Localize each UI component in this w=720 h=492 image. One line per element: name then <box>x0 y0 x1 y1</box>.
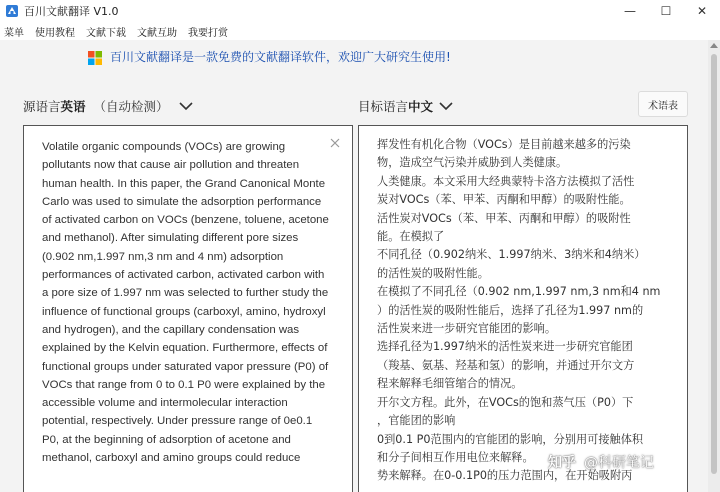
source-language-selector[interactable] <box>23 97 193 115</box>
app-logo-icon <box>5 4 19 18</box>
target-text[interactable] <box>377 136 683 486</box>
target-text-line: 物，造成空气污染并威胁到人类健康。 <box>377 156 568 170</box>
target-text-line: 的活性炭的吸附性能。 <box>377 266 489 280</box>
banner-text: 百川文献翻译是一款免费的文献翻译软件，欢迎广大研究生使用! <box>110 50 451 64</box>
target-text-line: 挥发性有机化合物（VOCs）是目前越来越多的污染 <box>377 138 631 151</box>
target-text-line: 活性炭来进一步研究官能团的影响。 <box>377 322 557 336</box>
target-text-line: 不同孔径（0.902纳米、1.997纳米、3纳米和4纳米） <box>377 248 646 262</box>
window-controls <box>612 0 720 22</box>
minimize-button[interactable]: — <box>624 4 636 18</box>
watermark-logo: 知乎 <box>548 455 576 471</box>
source-language-prefix: 源语言 <box>23 99 61 114</box>
watermark-text: @科研笔记 <box>584 455 654 471</box>
close-icon[interactable] <box>328 136 342 150</box>
menu-bar <box>0 22 720 40</box>
target-text-line: 选择孔径为1.997纳米的活性炭来进一步研究官能团 <box>377 340 633 354</box>
target-text-line: ）的活性炭的吸附性能后，选择了孔径为1.997 nm的 <box>377 303 644 317</box>
source-text-panel[interactable] <box>23 125 353 492</box>
target-text-line: 人类健康。本文采用大经典蒙特卡洛方法模拟了活性 <box>377 174 635 188</box>
scroll-up-arrow-icon[interactable] <box>708 42 720 52</box>
target-text-line: 和分子间相互作用电位来解释。 <box>377 450 534 464</box>
source-language-name: 英语 <box>60 99 86 114</box>
target-text-line: 炭对VOCs（苯、甲苯、丙酮和甲醇）的吸附性能。 <box>377 193 631 207</box>
chevron-down-icon[interactable] <box>179 102 193 111</box>
menu-item-mutual-aid[interactable]: 文献互助 <box>137 27 177 39</box>
target-text-line: 能。在模拟了 <box>377 230 445 244</box>
chevron-down-icon[interactable] <box>439 102 453 111</box>
windows-logo-icon <box>88 50 102 64</box>
target-text-line: 活性炭对VOCs（苯、甲苯、丙酮和甲醇）的吸附性 <box>377 211 631 225</box>
maximize-button[interactable]: ☐ <box>660 4 672 18</box>
source-language-detect: （自动检测） <box>93 99 169 114</box>
scrollbar[interactable] <box>708 40 720 492</box>
menu-item-donate[interactable]: 我要打赏 <box>188 27 228 39</box>
source-text[interactable]: Volatile organic compounds (VOCs) are growing pollutants now that cause air pollution and threaten human health. In this paper, the Grand Canonical Monte Carlo was used to simulate the adsorption performance of activated carbon on VOCs (benzene, toluene, acetone and methanol). After simulating different pore sizes (0.902 nm,1.997 nm,3 nm and 4 nm) adsorption performances of activated carbon, activated carbon with a pore size of 1.997 nm was selected to further study the influence of functional groups (carboxyl, amino, hydroxyl and hydrogen), and the capillary condensation was explained by the Kelvin equation. Furthermore, effects of functional groups under saturated vapor pressure (P0) of VOCs that range from 0 to 0.1 P0 were explained by the accessible volume and intermolecular interaction potential, respectively. Under pressure range of 0e0.1 P0, at the beginning of adsorption of acetone and methanol, carboxyl and amino groups could reduce <box>42 141 329 465</box>
watermark <box>548 452 654 472</box>
target-language-name: 中文 <box>408 99 434 114</box>
close-window-button[interactable]: ✕ <box>696 4 708 18</box>
scrollbar-thumb[interactable] <box>711 54 717 474</box>
target-text-line: 0到0.1 P0范围内的官能团的影响，分别用可接触体积 <box>377 432 644 446</box>
glossary-button[interactable]: 术语表 <box>638 91 688 117</box>
window-title: 百川文献翻译 V1.0 <box>24 5 119 18</box>
target-text-line: ，官能团的影响 <box>377 414 456 428</box>
target-text-line: 程来解释毛细管缩合的情况。 <box>377 377 523 391</box>
title-bar <box>0 0 720 22</box>
target-text-line: （羧基、氨基、羟基和氢）的影响，并通过开尔文方 <box>377 358 635 372</box>
target-text-line: 在模拟了不同孔径（0.902 nm,1.997 nm,3 nm和4 nm <box>377 285 661 299</box>
menu-item-download[interactable]: 文献下载 <box>86 27 126 39</box>
target-text-line: 开尔文方程。此外，在VOCs的饱和蒸气压（P0）下 <box>377 395 634 409</box>
target-language-selector[interactable] <box>358 97 453 115</box>
target-text-panel[interactable] <box>358 125 688 492</box>
menu-item-tutorial[interactable]: 使用教程 <box>35 27 75 39</box>
target-text-line: 势来解释。在0-0.1P0的压力范围内，在开始吸附丙 <box>377 469 633 483</box>
menu-item-menu[interactable]: 菜单 <box>4 27 24 39</box>
target-language-prefix: 目标语言 <box>358 99 409 114</box>
